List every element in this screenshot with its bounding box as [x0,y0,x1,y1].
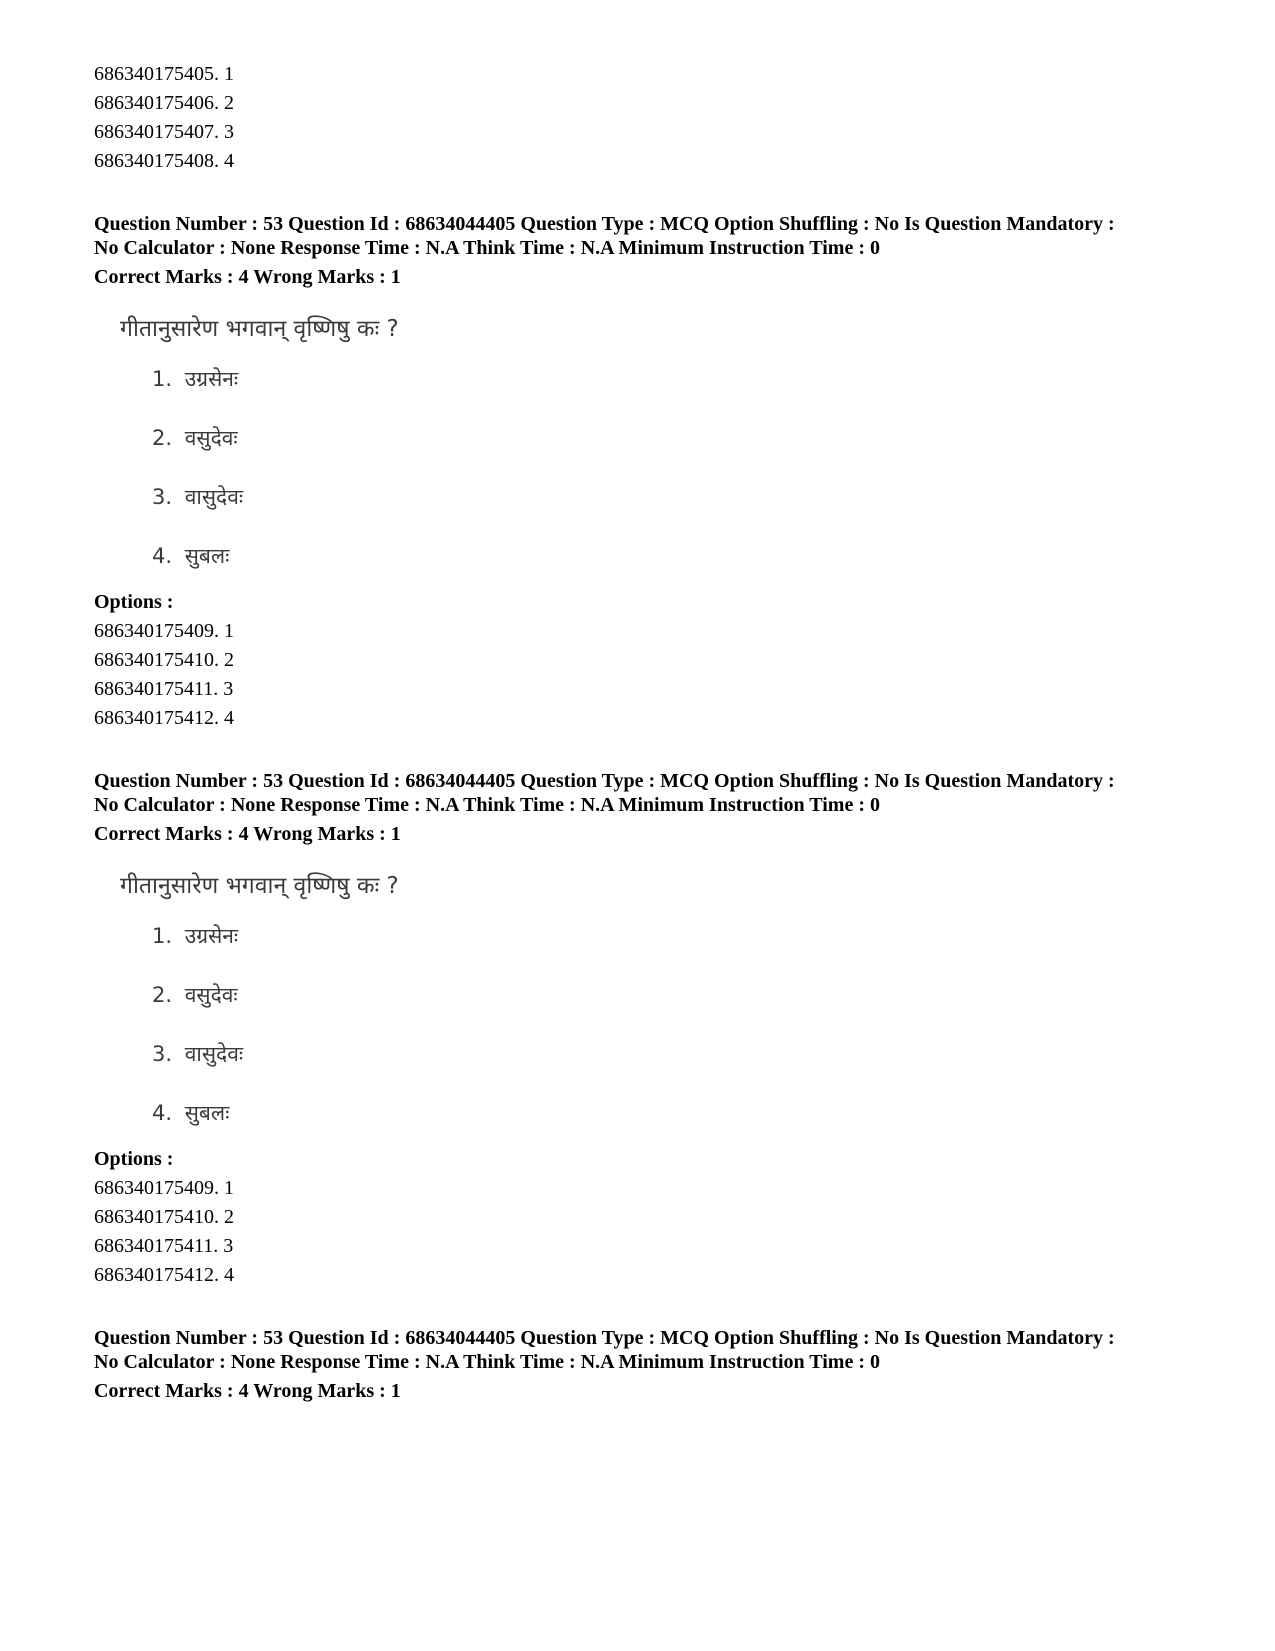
choice-number: 1. [152,367,173,391]
question-section [94,212,1214,733]
option-id-line: 686340175409. 1 [94,1177,234,1199]
question-choice [152,1093,1214,1139]
question-meta-line: Question Number : 53 Question Id : 68634044405 Question Type : MCQ Option Shuffling : No Is Question Mandatory : [94,1327,1115,1349]
question-text: गीतानुसारेण भगवान् वृष्णिषु कः ? [120,873,399,899]
question-choice [152,359,1214,418]
choice-number: 4. [152,1101,173,1125]
option-id-line: 686340175406. 2 [94,92,234,114]
question-meta-line: No Calculator : None Response Time : N.A Think Time : N.A Minimum Instruction Time : 0 [94,1351,880,1373]
question-image [120,289,1214,582]
previous-options-list [94,60,1214,176]
question-meta-line: Question Number : 53 Question Id : 68634044405 Question Type : MCQ Option Shuffling : No Is Question Mandatory : [94,213,1115,235]
question-marks: Correct Marks : 4 Wrong Marks : 1 [94,1380,401,1402]
question-choice [152,477,1214,536]
choice-text: उग्रसेनः [184,924,239,948]
question-meta-line: Question Number : 53 Question Id : 68634044405 Question Type : MCQ Option Shuffling : No Is Question Mandatory : [94,770,1115,792]
option-id-line: 686340175409. 1 [94,620,234,642]
choice-text: वसुदेवः [184,983,238,1007]
question-marks: Correct Marks : 4 Wrong Marks : 1 [94,266,401,288]
question-choice [152,1034,1214,1093]
question-section [94,769,1214,1290]
option-id-line: 686340175412. 4 [94,707,234,729]
options-heading: Options : [94,1148,174,1170]
question-choice [152,975,1214,1034]
option-id-line: 686340175405. 1 [94,63,234,85]
option-id-line: 686340175411. 3 [94,678,234,700]
choice-number: 1. [152,924,173,948]
choice-number: 2. [152,983,173,1007]
option-id-line: 686340175410. 2 [94,1206,234,1228]
option-id-line: 686340175412. 4 [94,1264,234,1286]
question-marks: Correct Marks : 4 Wrong Marks : 1 [94,823,401,845]
question-text: गीतानुसारेण भगवान् वृष्णिषु कः ? [120,316,399,342]
choice-number: 3. [152,485,173,509]
choice-text: सुबलः [184,1101,230,1125]
choice-number: 2. [152,426,173,450]
option-id-line: 686340175408. 4 [94,150,234,172]
document-page [94,60,1214,1403]
choice-text: वासुदेवः [184,485,244,509]
question-choice [152,536,1214,582]
question-meta-line: No Calculator : None Response Time : N.A Think Time : N.A Minimum Instruction Time : 0 [94,794,880,816]
option-id-line: 686340175410. 2 [94,649,234,671]
choice-text: उग्रसेनः [184,367,239,391]
question-meta-line: No Calculator : None Response Time : N.A Think Time : N.A Minimum Instruction Time : 0 [94,237,880,259]
choice-text: वसुदेवः [184,426,238,450]
option-id-line: 686340175411. 3 [94,1235,234,1257]
question-section [94,1326,1214,1403]
choice-number: 4. [152,544,173,568]
choice-text: वासुदेवः [184,1042,244,1066]
choice-text: सुबलः [184,544,230,568]
option-id-line: 686340175407. 3 [94,121,234,143]
choice-number: 3. [152,1042,173,1066]
options-heading: Options : [94,591,174,613]
question-choice [152,916,1214,975]
question-choice [152,418,1214,477]
question-image [120,846,1214,1139]
